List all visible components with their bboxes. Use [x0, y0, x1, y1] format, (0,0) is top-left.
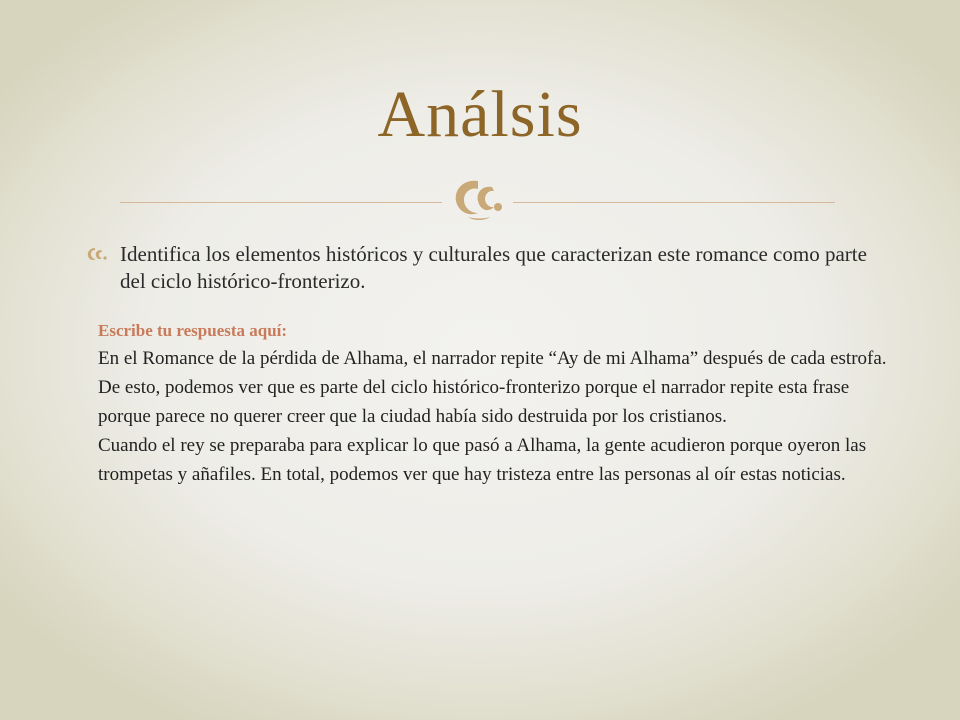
bullet-item [86, 241, 876, 295]
answer-box [98, 318, 888, 489]
fleuron-bullet-icon [86, 246, 108, 262]
answer-paragraph-1: En el Romance de la pérdida de Alhama, el narrador repite “Ay de mi Alhama” después de cada estrofa. De esto, podemos ver que es parte del ciclo histórico-fronterizo porque el narrador repite esta frase porque parece no querer creer que la ciudad había sido destruida por los cristianos. [98, 348, 887, 427]
bullet-text: Identifica los elementos históricos y culturales que caracterizan este romance como parte del ciclo histórico-fronterizo. [120, 242, 867, 293]
divider-line-left [120, 202, 442, 203]
answer-paragraph-2: Cuando el rey se preparaba para explicar lo que pasó a Alhama, la gente acudieron porque oyeron las trompetas y añafiles. En total, podemos ver que hay tristeza entre las personas al oír estas noticias. [98, 435, 867, 485]
divider-line-right [513, 202, 835, 203]
fleuron-ornament-icon [448, 177, 510, 223]
answer-label: Escribe tu respuesta aquí: [98, 321, 288, 340]
slide-title: Análsis [377, 78, 583, 151]
